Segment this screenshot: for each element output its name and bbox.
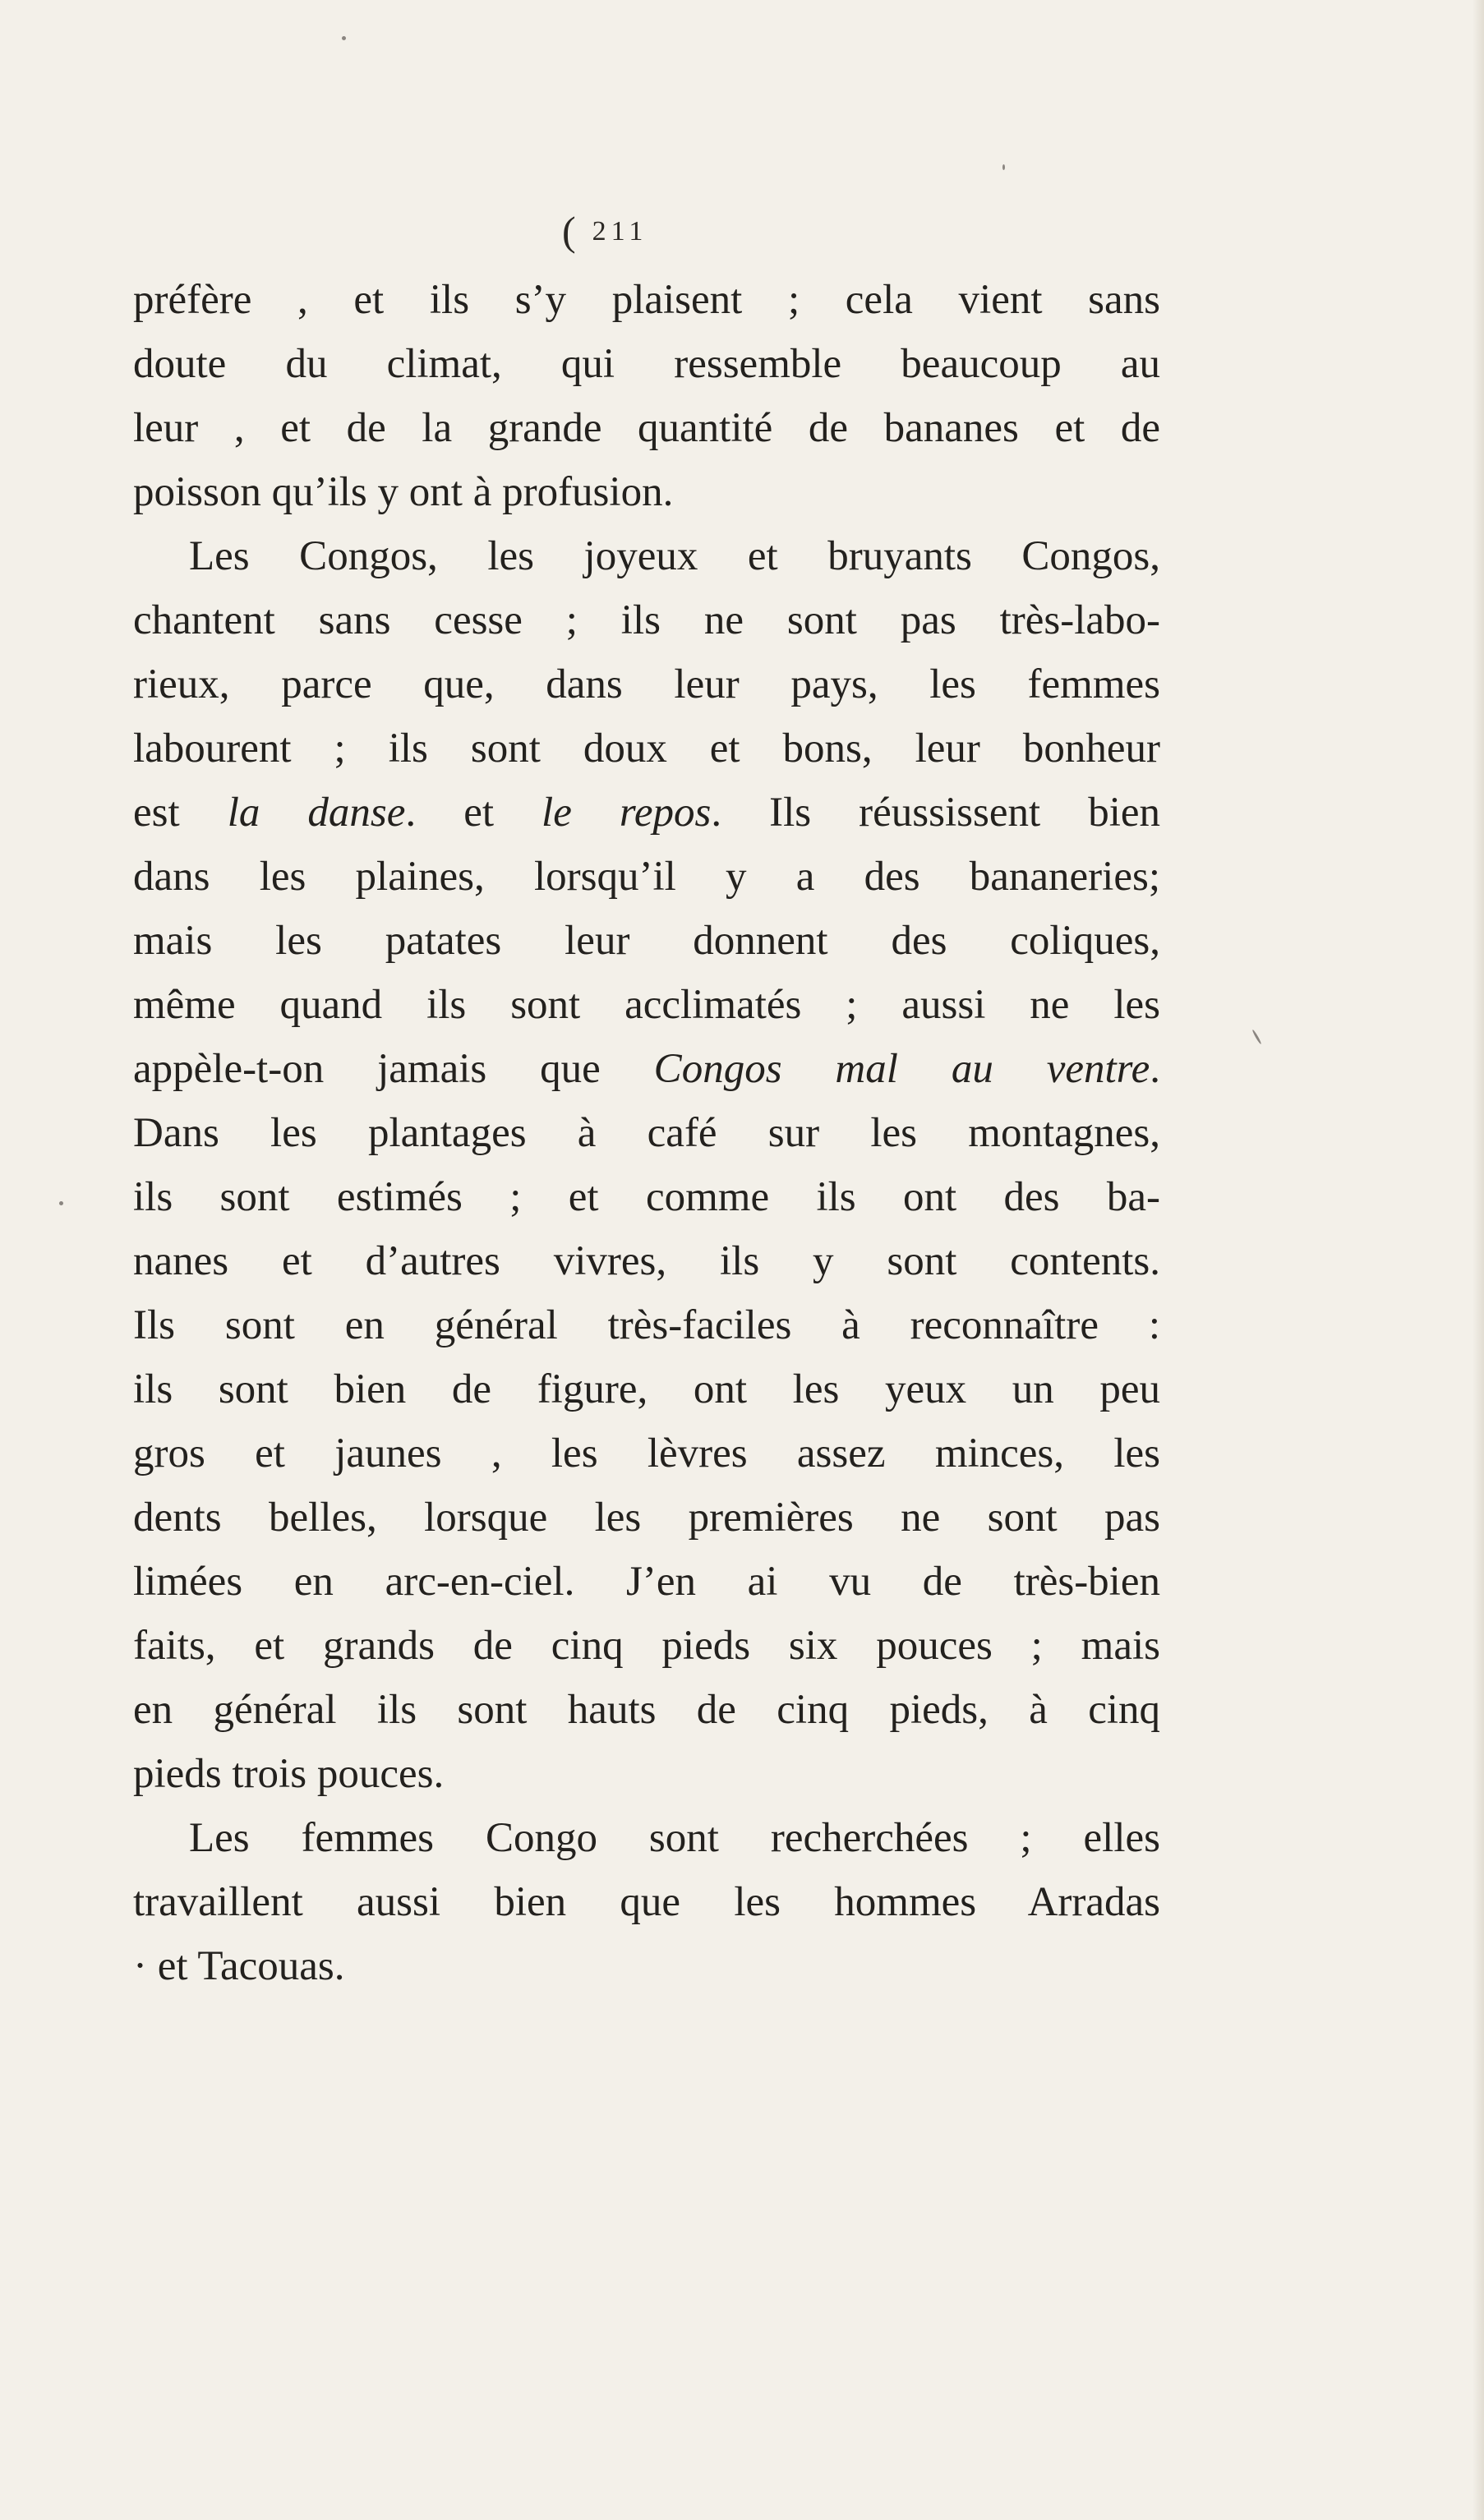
- text-line: travaillent aussi bien que les hommes Arradas: [133, 1879, 1160, 1925]
- italic-phrase-le-repos: le repos: [542, 790, 712, 836]
- page-edge-shadow: [1472, 0, 1484, 2520]
- text-line: rieux, parce que, dans leur pays, les femmes: [133, 661, 1160, 707]
- text-segment: appèle-t-on jamais que: [133, 1046, 654, 1092]
- paragraph-start-line: Les Congos, les joyeux et bruyants Congos,: [189, 533, 1160, 579]
- text-line-with-italics: [133, 1037, 1160, 1101]
- text-line: en général ils sont hauts de cinq pieds, à cinq: [133, 1687, 1160, 1733]
- page-number: [562, 207, 648, 255]
- text-line: mais les patates leur donnent des coliques,: [133, 918, 1160, 964]
- text-line: pieds trois pouces.: [133, 1751, 445, 1797]
- text-line: limées en arc-en-ciel. J’en ai vu de très-bien: [133, 1559, 1160, 1605]
- text-line: nanes et d’autres vivres, ils y sont contents.: [133, 1238, 1160, 1284]
- paper-speck: [1251, 1030, 1262, 1045]
- text-line: doute du climat, qui ressemble beaucoup au: [133, 341, 1160, 387]
- text-line: même quand ils sont acclimatés ; aussi ne les: [133, 982, 1160, 1028]
- paper-speck: [342, 36, 346, 40]
- text-line: labourent ; ils sont doux et bons, leur bonheur: [133, 726, 1160, 772]
- text-line: dans les plaines, lorsqu’il y a des bananeries;: [133, 854, 1160, 900]
- page-number-paren: (: [562, 208, 584, 254]
- text-line: préfère , et ils s’y plaisent ; cela vient sans: [133, 277, 1160, 323]
- text-segment: .: [1150, 1046, 1160, 1092]
- text-line: faits, et grands de cinq pieds six pouces ; mais: [133, 1623, 1160, 1669]
- text-line-with-italics: [133, 781, 1160, 845]
- text-line: ils sont estimés ; et comme ils ont des ba-: [133, 1174, 1160, 1220]
- text-line: gros et jaunes , les lèvres assez minces, les: [133, 1430, 1160, 1477]
- text-segment: . Ils réussissent bien: [711, 790, 1161, 836]
- text-line: poisson qu’ils y ont à profusion.: [133, 469, 674, 515]
- text-line: dents belles, lorsque les premières ne sont pas: [133, 1495, 1160, 1541]
- text-line: leur , et de la grande quantité de bananes et de: [133, 405, 1160, 451]
- paper-speck: [1002, 164, 1005, 170]
- text-line: Dans les plantages à café sur les montagnes,: [133, 1110, 1160, 1156]
- paper-speck: [59, 1201, 63, 1205]
- paragraph-start-line: Les femmes Congo sont recherchées ; elles: [189, 1815, 1160, 1861]
- text-segment: . et: [405, 790, 542, 836]
- page-number-value: 211: [592, 216, 648, 246]
- text-line: ils sont bien de figure, ont les yeux un peu: [133, 1366, 1160, 1412]
- italic-phrase-congos-mal-au-ventre: Congos mal au ventre: [653, 1046, 1150, 1092]
- text-line: Ils sont en général très-faciles à reconnaître :: [133, 1302, 1160, 1348]
- text-line: chantent sans cesse ; ils ne sont pas très-labo-: [133, 597, 1160, 643]
- italic-phrase-la-danse: la danse: [227, 790, 406, 836]
- body-text: [133, 268, 1160, 1998]
- text-line: · et Tacouas.: [133, 1943, 345, 1989]
- text-segment: est: [133, 790, 228, 836]
